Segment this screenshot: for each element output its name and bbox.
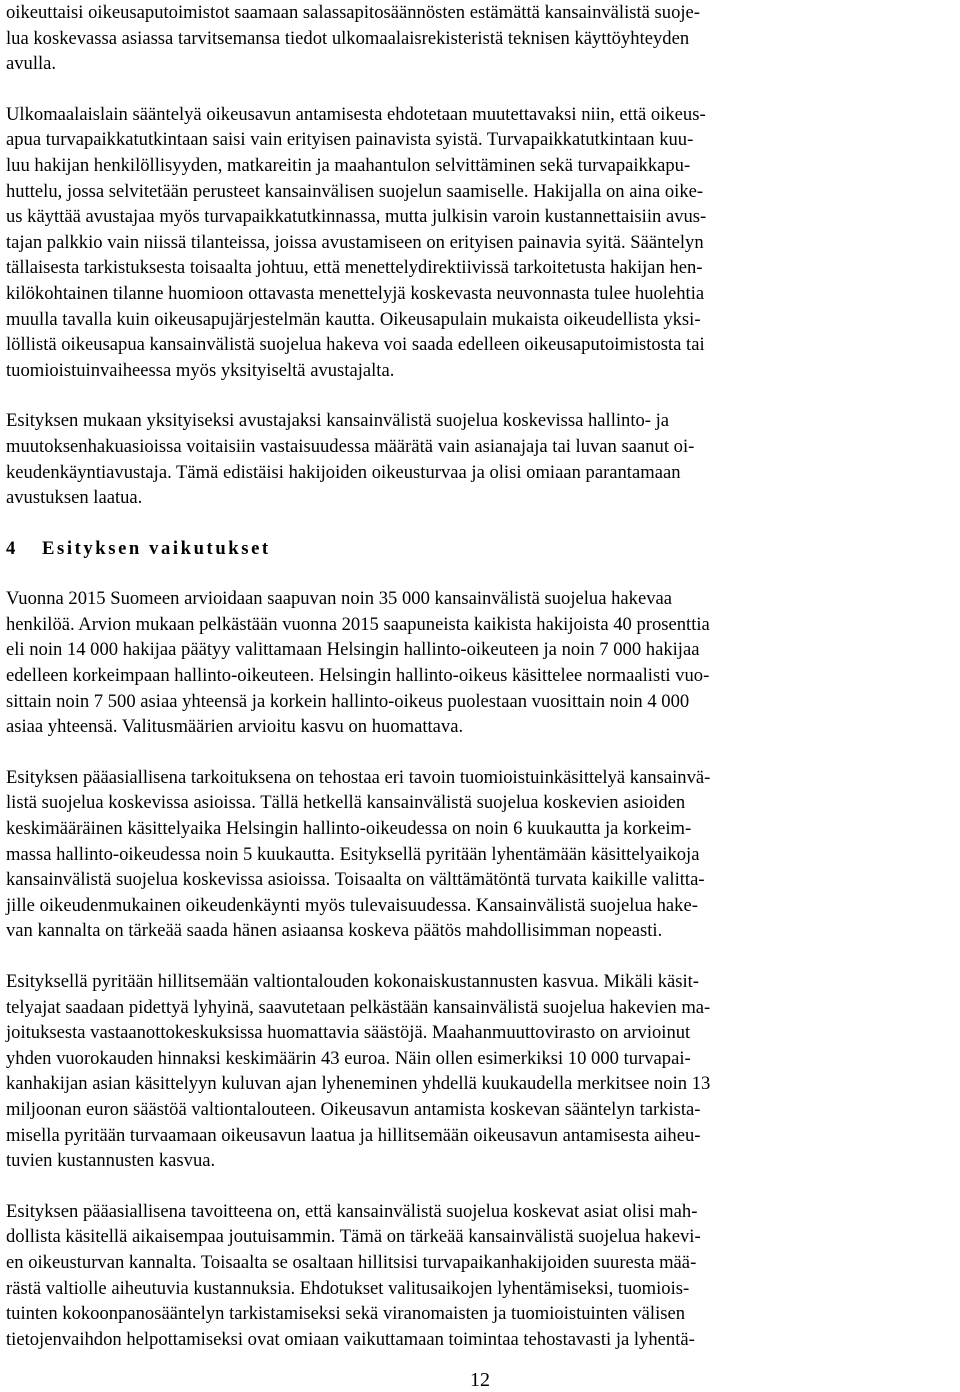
text-line: massa hallinto-oikeudessa noin 5 kuukautta. Esityksellä pyritään lyhentämään käsittelyaikoja xyxy=(6,843,700,865)
section-title: Esityksen vaikutukset xyxy=(42,537,271,559)
text-line: Esityksen mukaan yksityiseksi avustajaksi kansainvälistä suojelua koskevissa hallinto- ja xyxy=(6,410,670,432)
text-line: avulla. xyxy=(6,53,57,75)
text-line: oikeuttaisi oikeusaputoimistot saamaan salassapitosäännösten estämättä kansainvälistä suoje- xyxy=(6,2,700,23)
paragraph-applicant-volume xyxy=(6,586,954,740)
text-line: miljoonan euron säästöä valtiontalouteen. Oikeusavun antamista koskevan sääntelyn tarkista- xyxy=(6,1098,701,1120)
paragraph-main-objective xyxy=(6,1199,954,1353)
text-line: muulla tavalla kuin oikeusapujärjestelmän kautta. Oikeusapulain mukaista oikeudellista yksi- xyxy=(6,308,701,330)
text-line: dollista käsitellä aikaisempaa joutuisammin. Tämä on tärkeää kansainvälistä suojelua hakevi- xyxy=(6,1226,701,1248)
text-line: muutoksenhakuasioissa voitaisiin vastaisuudessa määrätä vain asianajaja tai luvan saanut oi- xyxy=(6,435,695,457)
document-page xyxy=(6,0,954,1352)
text-line: misella pyritään turvaamaan oikeusavun laatua ja hillitsemään oikeusavun antamisesta aiheu- xyxy=(6,1124,701,1146)
text-line: avustuksen laatua. xyxy=(6,487,143,509)
text-line: Vuonna 2015 Suomeen arvioidaan saapuvan noin 35 000 kansainvälistä suojelua hakevaa xyxy=(6,588,673,610)
text-line: keskimääräinen käsittelyaika Helsingin hallinto-oikeudessa on noin 6 kuukautta ja korkeim- xyxy=(6,818,692,840)
text-line: Esityksen pääasiallisena tarkoituksena on tehostaa eri tavoin tuomioistuinkäsittelyä kansainvä- xyxy=(6,766,711,788)
text-line: Esityksellä pyritään hillitsemään valtiontalouden kokonaiskustannusten kasvua. Mikäli käsit- xyxy=(6,971,699,992)
text-line: tuinten kokoonpanosääntelyn tarkistamiseksi sekä viranomaisten ja tuomioistuinten välisen xyxy=(6,1303,686,1325)
text-line: henkilöä. Arvion mukaan pelkästään vuonna 2015 saapuneista kaikista hakijoista 40 prosenttia xyxy=(6,613,710,635)
text-line: listä suojelua koskevissa asioissa. Tällä hetkellä kansainvälistä suojelua koskevien asioiden xyxy=(6,792,686,814)
text-line: tuomioistuinvaiheessa myös yksityiseltä avustajalta. xyxy=(6,359,395,381)
text-line: lua koskevassa asiassa tarvitsemansa tiedot ulkomaalaisrekisteristä teknisen käyttöyhteyden xyxy=(6,27,690,49)
text-line: kilökohtainen tilanne huomioon ottavasta menettelyjä koskevasta neuvonnasta tulee huolehtia xyxy=(6,282,705,304)
paragraph-legal-aid xyxy=(6,102,954,384)
text-line: Ulkomaalaislain sääntelyä oikeusavun antamisesta ehdotetaan muutettavaksi niin, että oikeus- xyxy=(6,103,706,125)
text-line: tuvien kustannusten kasvua. xyxy=(6,1150,216,1172)
text-line: yhden vuorokauden hinnaksi keskimäärin 43 euroa. Näin ollen esimerkiksi 10 000 turvapai- xyxy=(6,1047,691,1069)
text-line: tällaisesta tarkistuksesta toisaalta johtuu, että menettelydirektiivissä tarkoitetusta hakijan hen- xyxy=(6,257,703,279)
text-line: huttelu, jossa selvitetään perusteet kansainvälisen suojelun saamiselle. Hakijalla on aina oike- xyxy=(6,180,704,202)
text-line: rästä valtiolle aiheutuvia kustannuksia. Ehdotukset valitusaikojen lyhentämiseksi, tuomiois- xyxy=(6,1277,690,1299)
paragraph-intro xyxy=(6,0,954,77)
text-line: jille oikeudenmukainen oikeudenkäynti myös tulevaisuudessa. Kansainvälistä suojelua hake- xyxy=(6,894,698,916)
text-line: van kannalta on tärkeää saada hänen asiaansa koskeva päätös mahdollisimman nopeasti. xyxy=(6,920,663,942)
text-line: en oikeusturvan kannalta. Toisaalta se osaltaan hillitsisi turvapaikanhakijoiden suuresta mää- xyxy=(6,1251,697,1273)
text-line: kanhakijan asian käsittelyyn kuluvan ajan lyheneminen yhdellä kuukaudella merkitsee noin 13 xyxy=(6,1073,711,1095)
text-line: luu hakijan henkilöllisyyden, matkareitin ja maahantulon selvittäminen sekä turvapaikkapu- xyxy=(6,154,691,176)
paragraph-cost-savings xyxy=(6,969,954,1174)
text-line: telyajat saadaan pidettyä lyhyinä, saavutetaan pelkästään kansainvälistä suojelua hakevien ma- xyxy=(6,996,711,1018)
text-line: keudenkäyntiavustaja. Tämä edistäisi hakijoiden oikeusturvaa ja olisi omiaan parantamaan xyxy=(6,461,681,483)
paragraph-private-counsel xyxy=(6,408,954,510)
text-line: edelleen korkeimpaan hallinto-oikeuteen. Helsingin hallinto-oikeus käsittelee normaalisti vuo- xyxy=(6,665,710,687)
section-number: 4 xyxy=(6,537,18,559)
text-line: Esityksen pääasiallisena tavoitteena on, että kansainvälistä suojelua koskevat asiat olisi mah- xyxy=(6,1200,698,1222)
text-line: löllistä oikeusapua kansainvälistä suojelua hakeva voi saada edelleen oikeusaputoimistosta tai xyxy=(6,334,705,356)
text-line: tajan palkkio vain niissä tilanteissa, joissa avustamiseen on erityisen painavia syitä. Sääntelyn xyxy=(6,231,704,253)
text-line: kansainvälistä suojelua koskevissa asioissa. Toisaalta on välttämätöntä turvata kaikille valitta- xyxy=(6,869,705,891)
paragraph-processing-time xyxy=(6,765,954,944)
text-line: us käyttää avustajaa myös turvapaikkatutkinnassa, mutta julkisin varoin kustannettaisiin avus- xyxy=(6,206,707,228)
text-line: tietojenvaihdon helpottamiseksi ovat omiaan vaikuttamaan toimintaa tehostavasti ja lyhentä- xyxy=(6,1328,695,1350)
text-line: joituksesta vastaanottokeskuksissa huomattavia säästöjä. Maahanmuuttovirasto on arvioinut xyxy=(6,1022,691,1044)
text-line: eli noin 14 000 hakijaa päätyy valittamaan Helsingin hallinto-oikeuteen ja noin 7 000 hakijaa xyxy=(6,639,700,661)
text-line: sittain noin 7 500 asiaa yhteensä ja korkein hallinto-oikeus puolestaan vuosittain noin 4 000 xyxy=(6,690,690,712)
text-line: apua turvapaikkatutkintaan saisi vain erityisen painavista syistä. Turvapaikkatutkintaan kuu- xyxy=(6,129,694,151)
section-heading xyxy=(6,536,954,562)
page-number: 12 xyxy=(470,1369,490,1391)
text-line: asiaa yhteensä. Valitusmäärien arvioitu kasvu on huomattava. xyxy=(6,716,464,738)
